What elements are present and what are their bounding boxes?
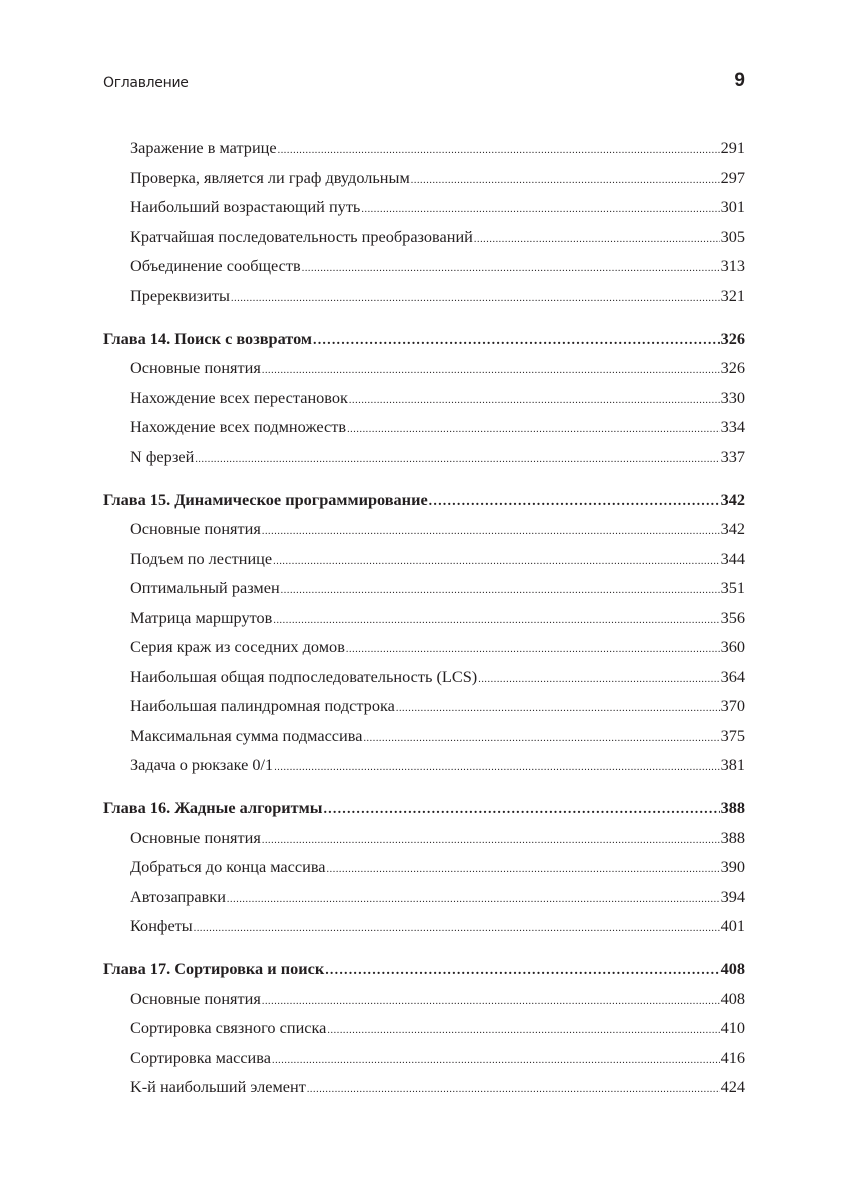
entry-page-number: 424 bbox=[720, 1077, 745, 1096]
toc-section-entry bbox=[103, 412, 745, 442]
dot-leader bbox=[349, 386, 720, 416]
dot-leader bbox=[273, 547, 719, 577]
toc-section-entry bbox=[103, 353, 745, 383]
entry-title: Проверка, является ли граф двудольным bbox=[130, 167, 410, 187]
entry-title: Глава 15. Динамическое программирование bbox=[103, 489, 428, 509]
toc-section-entry bbox=[103, 1043, 745, 1073]
table-of-contents bbox=[103, 133, 745, 1102]
entry-title: Наибольший возрастающий путь bbox=[130, 197, 361, 216]
dot-leader bbox=[227, 885, 720, 915]
entry-title: Матрица маршрутов bbox=[130, 607, 273, 627]
toc-section-entry bbox=[103, 721, 745, 751]
entry-page-number: 301 bbox=[720, 197, 745, 216]
dot-leader bbox=[262, 826, 720, 856]
toc-section-entry bbox=[103, 222, 745, 252]
entry-title: Основные понятия bbox=[130, 988, 261, 1008]
toc-section-entry bbox=[103, 133, 745, 163]
dot-leader bbox=[396, 694, 720, 724]
dot-leader bbox=[302, 254, 720, 284]
dot-leader bbox=[262, 517, 720, 547]
dot-leader bbox=[478, 665, 719, 695]
entry-title: Нахождение всех подмножеств bbox=[130, 417, 347, 436]
toc-section-entry bbox=[103, 442, 745, 472]
entry-title: Максимальная сумма подмассива bbox=[130, 725, 363, 745]
entry-title: Автозаправки bbox=[130, 886, 226, 906]
entry-page-number: 344 bbox=[720, 548, 745, 568]
dot-leader bbox=[281, 576, 720, 606]
dot-leader bbox=[272, 1046, 720, 1076]
toc-section-entry bbox=[103, 823, 745, 853]
entry-page-number: 326 bbox=[720, 358, 745, 377]
dot-leader bbox=[361, 195, 719, 225]
dot-leader bbox=[411, 166, 720, 196]
dot-leader bbox=[327, 855, 720, 885]
toc-section-entry bbox=[103, 544, 745, 574]
running-header-title: Оглавление bbox=[103, 75, 189, 91]
entry-title: Наибольшая палиндромная подстрока bbox=[130, 696, 395, 715]
dot-leader bbox=[195, 445, 719, 475]
entry-title: Нахождение всех перестановок bbox=[130, 387, 348, 407]
dot-leader bbox=[231, 284, 720, 314]
entry-title: Оптимальный размен bbox=[130, 578, 280, 597]
dot-leader bbox=[278, 136, 720, 166]
entry-title: Кратчайшая последовательность преобразований bbox=[130, 226, 473, 246]
toc-section-entry bbox=[103, 632, 745, 662]
entry-page-number: 305 bbox=[720, 226, 745, 246]
dot-leader bbox=[274, 753, 719, 783]
entry-page-number: 313 bbox=[720, 256, 745, 275]
entry-title: Заражение в матрице bbox=[130, 138, 277, 157]
entry-title: Глава 17. Сортировка и поиск bbox=[103, 959, 325, 978]
dot-leader bbox=[325, 956, 719, 986]
entry-title: Объединение сообществ bbox=[130, 256, 301, 275]
entry-page-number: 408 bbox=[720, 959, 745, 978]
toc-section-entry bbox=[103, 1072, 745, 1102]
toc-section-entry bbox=[103, 662, 745, 692]
entry-title: Наибольшая общая подпоследовательность (LCS) bbox=[130, 666, 478, 686]
dot-leader bbox=[429, 487, 720, 517]
toc-section-entry bbox=[103, 691, 745, 721]
toc-chapter-entry bbox=[103, 954, 745, 984]
entry-title: Конфеты bbox=[130, 916, 193, 935]
entry-page-number: 416 bbox=[720, 1047, 745, 1067]
toc-section-entry bbox=[103, 281, 745, 311]
entry-page-number: 356 bbox=[720, 607, 745, 627]
entry-page-number: 330 bbox=[720, 387, 745, 407]
entry-title: Задача о рюкзаке 0/1 bbox=[130, 755, 274, 774]
toc-section-entry bbox=[103, 603, 745, 633]
entry-title: Глава 16. Жадные алгоритмы bbox=[103, 798, 323, 817]
dot-leader bbox=[262, 987, 720, 1017]
entry-page-number: 360 bbox=[720, 637, 745, 656]
toc-section-entry bbox=[103, 383, 745, 413]
entry-page-number: 388 bbox=[720, 798, 745, 817]
entry-page-number: 390 bbox=[720, 857, 745, 876]
toc-section-entry bbox=[103, 984, 745, 1014]
page-number: 9 bbox=[734, 70, 745, 91]
entry-title: Основные понятия bbox=[130, 827, 261, 847]
toc-section-entry bbox=[103, 911, 745, 941]
entry-title: Глава 14. Поиск с возвратом bbox=[103, 328, 313, 348]
entry-page-number: 410 bbox=[720, 1018, 745, 1037]
dot-leader bbox=[323, 795, 719, 825]
entry-title: Сортировка массива bbox=[130, 1047, 271, 1067]
entry-page-number: 388 bbox=[720, 827, 745, 847]
dot-leader bbox=[307, 1075, 720, 1105]
entry-title: Сортировка связного списка bbox=[130, 1018, 327, 1037]
toc-section-entry bbox=[103, 1013, 745, 1043]
dot-leader bbox=[194, 914, 720, 944]
dot-leader bbox=[347, 415, 720, 445]
toc-section-entry bbox=[103, 163, 745, 193]
entry-page-number: 342 bbox=[720, 489, 745, 509]
toc-chapter-entry bbox=[103, 485, 745, 515]
entry-page-number: 370 bbox=[720, 696, 745, 715]
dot-leader bbox=[327, 1016, 719, 1046]
dot-leader bbox=[474, 225, 720, 255]
entry-page-number: 351 bbox=[720, 578, 745, 597]
entry-page-number: 334 bbox=[720, 417, 745, 436]
entry-title: K-й наибольший элемент bbox=[130, 1077, 306, 1096]
entry-page-number: 321 bbox=[720, 285, 745, 305]
entry-page-number: 394 bbox=[720, 886, 745, 906]
entry-title: N ферзей bbox=[130, 446, 195, 466]
entry-title: Пререквизиты bbox=[130, 285, 231, 305]
toc-section-entry bbox=[103, 750, 745, 780]
entry-title: Подъем по лестнице bbox=[130, 548, 273, 568]
toc-chapter-entry bbox=[103, 324, 745, 354]
dot-leader bbox=[262, 356, 720, 386]
entry-page-number: 381 bbox=[720, 755, 745, 774]
entry-page-number: 364 bbox=[720, 666, 745, 686]
entry-title: Основные понятия bbox=[130, 358, 261, 377]
toc-chapter-entry bbox=[103, 793, 745, 823]
toc-section-entry bbox=[103, 251, 745, 281]
entry-page-number: 342 bbox=[720, 519, 745, 538]
toc-section-entry bbox=[103, 514, 745, 544]
toc-section-entry bbox=[103, 882, 745, 912]
entry-page-number: 291 bbox=[720, 138, 745, 157]
dot-leader bbox=[346, 635, 720, 665]
entry-page-number: 326 bbox=[720, 328, 745, 348]
toc-section-entry bbox=[103, 852, 745, 882]
toc-section-entry bbox=[103, 573, 745, 603]
entry-title: Основные понятия bbox=[130, 519, 261, 538]
entry-title: Добраться до конца массива bbox=[130, 857, 326, 876]
entry-page-number: 297 bbox=[720, 167, 745, 187]
entry-page-number: 375 bbox=[720, 725, 745, 745]
toc-section-entry bbox=[103, 192, 745, 222]
entry-page-number: 337 bbox=[720, 446, 745, 466]
dot-leader bbox=[273, 606, 719, 636]
entry-title: Серия краж из соседних домов bbox=[130, 637, 345, 656]
dot-leader bbox=[363, 724, 719, 754]
entry-page-number: 401 bbox=[720, 916, 745, 935]
dot-leader bbox=[313, 326, 720, 356]
entry-page-number: 408 bbox=[720, 988, 745, 1008]
